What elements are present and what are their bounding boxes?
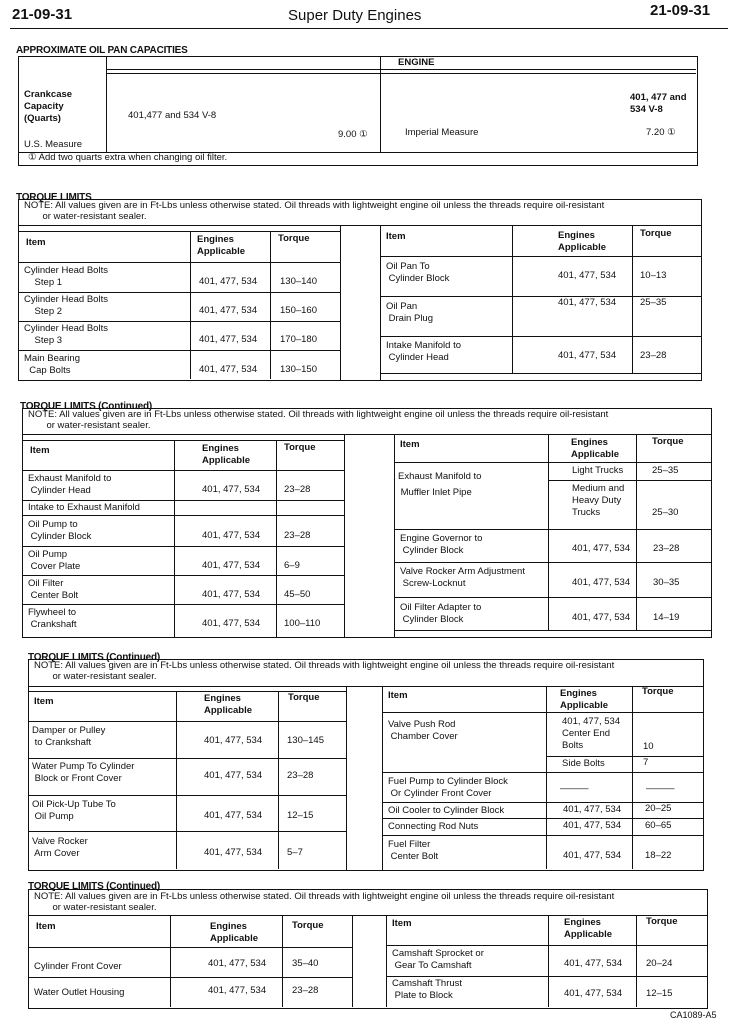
table-row-item: Oil Filter Center Bolt	[28, 578, 79, 601]
t1-right-torque-header: Torque	[640, 228, 672, 239]
table-row-torque: 25–35	[640, 297, 667, 308]
page-number-left: 21-09-31	[12, 6, 73, 23]
t1-right-engines-header: Engines Applicable	[558, 230, 607, 253]
table-row-engines: 401, 477, 534 Center End Bolts	[562, 716, 621, 751]
us-measure-value: 9.00 ①	[338, 129, 368, 140]
table-row-engines: 401, 477, 534	[204, 847, 263, 858]
t4-title: TORQUE LIMITS (Continued)	[28, 881, 161, 892]
table-row-engines: 401, 477, 534	[572, 612, 631, 623]
table-row-torque: 100–110	[284, 618, 321, 629]
table-row-engines: Side Bolts	[562, 758, 605, 769]
table-row-torque: 12–15	[646, 988, 673, 999]
oil-pan-title: APPROXIMATE OIL PAN CAPACITIES	[16, 45, 188, 56]
table-row-item: Cylinder Head Bolts Step 3	[24, 323, 108, 346]
imperial-label: Imperial Measure	[405, 127, 479, 138]
t1-left-engines-header: Engines Applicable	[197, 234, 246, 257]
t3-left-torque-header: Torque	[288, 692, 320, 703]
table-row-engines: 401, 477, 534	[202, 484, 261, 495]
table-row-torque: 10	[643, 741, 654, 752]
table-row-torque: 23–28	[292, 985, 319, 996]
table-row-item: Fuel Pump to Cylinder Block Or Cylinder Front Cover	[388, 776, 508, 799]
header-rule	[10, 28, 728, 29]
table-row-torque: 130–140	[280, 276, 317, 287]
table-row-engines: 401, 477, 534	[572, 577, 631, 588]
table-row-engines: 401, 477, 534	[208, 985, 267, 996]
table-row-item: Connecting Rod Nuts	[388, 821, 479, 832]
table-row-engines: 401, 477, 534	[202, 530, 261, 541]
table-row-engines: 401, 477, 534	[558, 350, 617, 361]
t4-right-engines-header: Engines Applicable	[564, 917, 613, 940]
table-row-torque: 20–25	[645, 803, 672, 814]
table-row-torque: 10–13	[640, 270, 667, 281]
imperial-value: 7.20 ①	[646, 127, 676, 138]
table-row-item: Water Outlet Housing	[34, 987, 125, 998]
t3-left-item-header: Item	[34, 696, 54, 707]
table-row-torque: 14–19	[653, 612, 680, 623]
table-row-item: Exhaust Manifold to Muffler Inlet Pipe	[398, 471, 482, 498]
table-row-torque: 23–28	[287, 770, 314, 781]
table-row-item: Damper or Pulley to Crankshaft	[32, 725, 106, 748]
t4-right-item-header: Item	[392, 918, 412, 929]
table-row-item: Valve Rocker Arm Adjustment Screw-Locknut	[400, 566, 525, 589]
table-row-engines: 401, 477, 534	[204, 735, 263, 746]
table-row-item: Oil Pan To Cylinder Block	[386, 261, 450, 284]
table-row-engines: ———	[560, 783, 589, 794]
table-row-engines: 401, 477, 534	[204, 770, 263, 781]
table-row-torque: 45–50	[284, 589, 311, 600]
figure-code: CA1089-A5	[670, 1010, 717, 1020]
table-row-engines: Light Trucks	[572, 465, 624, 476]
table-row-torque: 170–180	[280, 334, 317, 345]
t3-right-torque-header: Torque	[642, 686, 674, 697]
t2-note: NOTE: All values given are in Ft-Lbs unless otherwise stated. Oil threads with lightweight engine oil unless the threads require oil-resistant or water-resistant sealer.	[28, 409, 609, 431]
table-row-torque: ———	[646, 783, 675, 794]
table-row-item: Oil Cooler to Cylinder Block	[388, 805, 505, 816]
t3-left-engines-header: Engines Applicable	[204, 693, 253, 716]
table-row-engines: 401, 477, 534	[199, 305, 258, 316]
table-row-engines: 401, 477, 534	[564, 988, 623, 999]
table-row-torque: 6–9	[284, 560, 300, 571]
t4-left-torque-header: Torque	[292, 920, 324, 931]
table-row-engines: 401, 477, 534	[202, 618, 261, 629]
table-row-item: Exhaust Manifold to Cylinder Head	[28, 473, 112, 496]
table-row-engines: 401, 477, 534	[199, 334, 258, 345]
table-row-item: Intake Manifold to Cylinder Head	[386, 340, 461, 363]
table-row-item: Valve Rocker Arm Cover	[32, 836, 88, 859]
t4-left-item-header: Item	[36, 921, 56, 932]
table-row-engines: 401, 477, 534	[199, 364, 258, 375]
t2-right-item-header: Item	[400, 439, 420, 450]
table-row-item: Water Pump To Cylinder Block or Front Cover	[32, 761, 135, 784]
table-row-engines: 401, 477, 534	[199, 276, 258, 287]
table-row-torque: 130–145	[287, 735, 324, 746]
t1-left-torque-header: Torque	[278, 233, 310, 244]
table-row-item: Cylinder Front Cover	[34, 961, 122, 972]
table-row-torque: 18–22	[645, 850, 672, 861]
t2-left-item-header: Item	[30, 445, 50, 456]
table-row-engines: 401, 477, 534	[202, 560, 261, 571]
oil-pan-engine-header: ENGINE	[398, 57, 435, 68]
table-row-torque: 20–24	[646, 958, 673, 969]
t3-title: TORQUE LIMITS (Continued)	[28, 652, 161, 663]
table-row-item: Cylinder Head Bolts Step 1	[24, 265, 108, 288]
table-row-torque: 23–28	[640, 350, 667, 361]
page-number-right: 21-09-31	[650, 2, 711, 19]
table-row-item: Oil Filter Adapter to Cylinder Block	[400, 602, 482, 625]
t1-right-item-header: Item	[386, 231, 406, 242]
table-row-item: Camshaft Thrust Plate to Block	[392, 978, 463, 1001]
oil-pan-col2-engine: 401, 477 and 534 V-8	[630, 92, 687, 115]
table-row-torque: 7	[643, 757, 649, 768]
table-row-torque: 23–28	[653, 543, 680, 554]
table-row-item: Oil Pick-Up Tube To Oil Pump	[32, 799, 116, 822]
table-row-item: Main Bearing Cap Bolts	[24, 353, 80, 376]
table-row-item: Camshaft Sprocket or Gear To Camshaft	[392, 948, 484, 971]
table-row-torque: 35–40	[292, 958, 319, 969]
t2-left-torque-header: Torque	[284, 442, 316, 453]
table-row-engines: 401, 477, 534	[204, 810, 263, 821]
table-row-torque: 23–28	[284, 484, 311, 495]
table-row-engines: Medium and Heavy Duty Trucks	[572, 483, 625, 518]
table-row-item: Flywheel to Crankshaft	[28, 607, 77, 630]
table-row-item: Valve Push Rod Chamber Cover	[388, 719, 458, 742]
table-row-item: Cylinder Head Bolts Step 2	[24, 294, 108, 317]
table-row-torque: 150–160	[280, 305, 317, 316]
t2-right-torque-header: Torque	[652, 436, 684, 447]
t4-note: NOTE: All values given are in Ft-Lbs unless otherwise stated. Oil threads with lightweight engine oil unless the threads require oil-resistant or water-resistant sealer.	[34, 891, 615, 913]
table-row-item: Oil Pump Cover Plate	[28, 549, 81, 572]
table-row-engines: 401, 477, 534	[563, 820, 622, 831]
t3-right-engines-header: Engines Applicable	[560, 688, 609, 711]
t2-right-engines-header: Engines Applicable	[571, 437, 620, 460]
table-row-engines: 401, 477, 534	[558, 270, 617, 281]
table-row-engines: 401, 477, 534	[564, 958, 623, 969]
table-row-engines: 401, 477, 534	[563, 804, 622, 815]
table-row-item: Intake to Exhaust Manifold	[28, 502, 140, 513]
table-row-item: Oil Pump to Cylinder Block	[28, 519, 92, 542]
t3-right-item-header: Item	[388, 690, 408, 701]
table-row-engines: 401, 477, 534	[208, 958, 267, 969]
table-row-item: Engine Governor to Cylinder Block	[400, 533, 483, 556]
t1-left-item-header: Item	[26, 237, 46, 248]
oil-pan-col1-engine: 401,477 and 534 V-8	[128, 110, 217, 121]
table-row-torque: 25–30	[652, 507, 679, 518]
page-title: Super Duty Engines	[288, 7, 422, 24]
t3-note: NOTE: All values given are in Ft-Lbs unless otherwise stated. Oil threads with lightweight engine oil unless the threads require oil-resistant or water-resistant sealer.	[34, 660, 615, 682]
table-row-item: Oil Pan Drain Plug	[386, 301, 433, 324]
us-measure-label: U.S. Measure	[24, 139, 83, 150]
crankcase-label: Crankcase Capacity (Quarts)	[24, 89, 73, 124]
table-row-engines: 401, 477, 534	[572, 543, 631, 554]
table-row-engines: 401, 477, 534	[202, 589, 261, 600]
t1-title: TORQUE LIMITS	[16, 192, 92, 203]
table-row-torque: 30–35	[653, 577, 680, 588]
table-row-item: Fuel Filter Center Bolt	[388, 839, 439, 862]
table-row-torque: 5–7	[287, 847, 303, 858]
table-row-torque: 130–150	[280, 364, 317, 375]
t2-left-engines-header: Engines Applicable	[202, 443, 251, 466]
table-row-engines: 401, 477, 534	[563, 850, 622, 861]
table-row-torque: 60–65	[645, 820, 672, 831]
table-row-torque: 23–28	[284, 530, 311, 541]
t1-note: NOTE: All values given are in Ft-Lbs unless otherwise stated. Oil threads with lightweight engine oil unless the threads require oil-resistant or water-resistant sealer.	[24, 200, 605, 222]
table-row-torque: 25–35	[652, 465, 679, 476]
table-row-engines: 401, 477, 534	[558, 297, 617, 308]
oil-pan-footnote: ① Add two quarts extra when changing oil filter.	[28, 152, 228, 163]
t4-right-torque-header: Torque	[646, 916, 678, 927]
t2-title: TORQUE LIMITS (Continued)	[20, 401, 153, 412]
t4-left-engines-header: Engines Applicable	[210, 921, 259, 944]
table-row-torque: 12–15	[287, 810, 314, 821]
